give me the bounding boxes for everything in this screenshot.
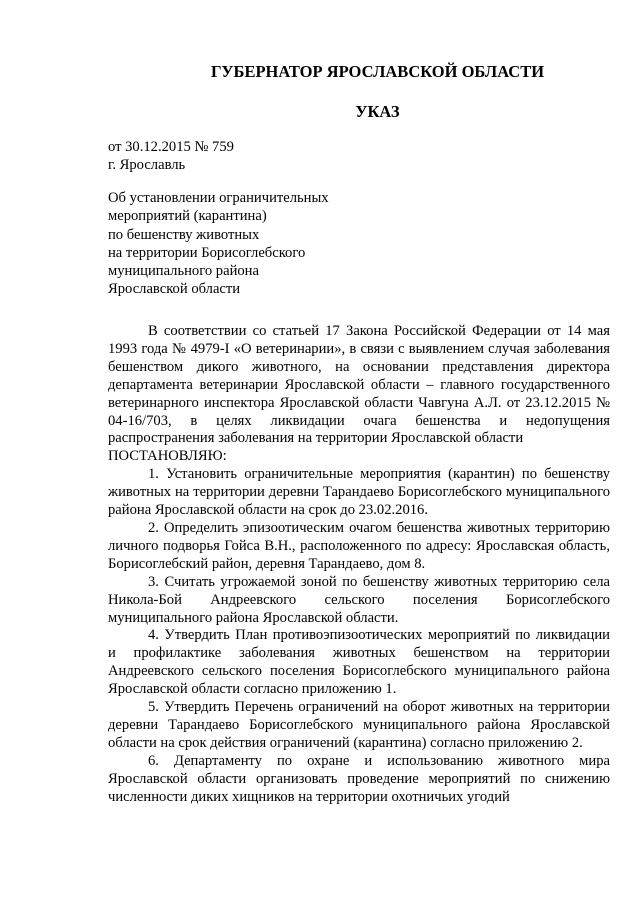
subject-line: Ярославской области [108,281,241,298]
decree-item-3: 3. Считать угрожаемой зоной по бешенству животных территорию села Никола-Бой Андреевского сельского поселения Борисоглебского муниципального района Ярославской области. [108,573,610,626]
decree-item-6: 6. Департаменту по охране и использованию животного мира Ярославской области организовать проведение мероприятий по снижению численности диких хищников на территории охотничьих угодий [108,752,610,805]
decree-word: ПОСТАНОВЛЯЮ: [108,448,227,465]
issuing-authority: ГУБЕРНАТОР ЯРОСЛАВСКОЙ ОБЛАСТИ [210,62,545,81]
preamble-paragraph: В соответствии со статьей 17 Закона Российской Федерации от 14 мая 1993 года № 4979-I «О ветеринарии», в связи с выявлением случая заболевания бешенством дикого животного, на основании представления директора департамента ветеринарии Ярославской области – главного государственного ветеринарного инспектора Ярославской области Чавгуна А.Л. от 23.12.2015 № 04-16/703, в целях ликвидации очага бешенства и недопущения распространения заболевания на территории Ярославской области [108,323,610,447]
decree-body [108,323,610,806]
decree-item-5: 5. Утвердить Перечень ограничений на оборот животных на территории деревни Тарандаево Борисоглебского муниципального района Ярославской области на срок действия ограничений (карантина) согласно приложению 2. [108,699,610,751]
decree-date-number: от 30.12.2015 № 759 [108,139,234,155]
decree-item-4: 4. Утвердить План противоэпизоотических мероприятий по ликвидации и профилактике заболевания животных бешенством на территории Андреевского сельского поселения Борисоглебского муниципального района Ярославской области согласно приложению 1. [108,627,610,698]
decree-item-2: 2. Определить эпизоотическим очагом бешенства животных территорию личного подворья Гойса В.Н., расположенного по адресу: Ярославская область, Борисоглебский район, деревня Тарандаево, дом 8. [108,519,610,572]
subject-line: по бешенству животных [108,226,260,243]
subject-line: мероприятий (карантина) [108,208,267,225]
subject-line: на территории Борисоглебского [108,244,306,261]
subject-line: Об установлении ограничительных [108,190,329,206]
document-type: УКАЗ [355,102,400,121]
subject-line: муниципального района [108,263,259,280]
decree-city: г. Ярославль [108,157,186,173]
decree-item-1: 1. Установить ограничительные мероприятия (карантин) по бешенству животных на территории деревни Тарандаево Борисоглебского муниципального района Ярославской области на срок до 23.02.2016. [108,466,610,519]
decree-subject [108,189,329,299]
